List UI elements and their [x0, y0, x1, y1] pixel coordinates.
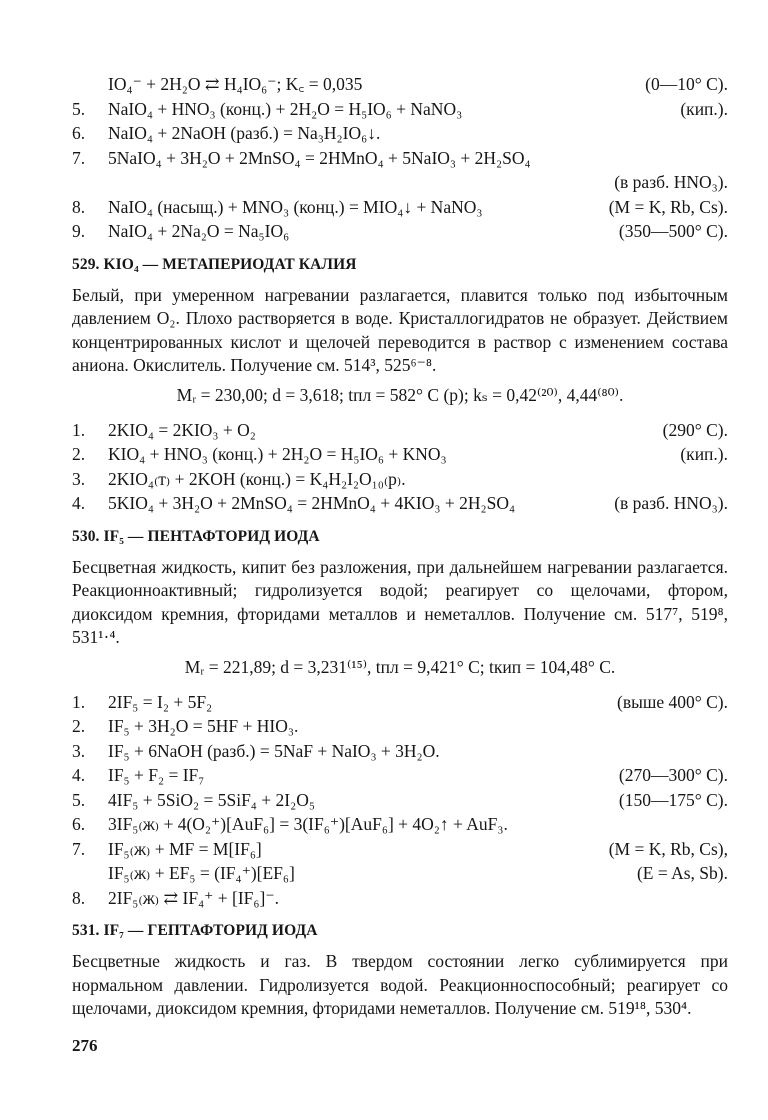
- equation-row: [72, 442, 728, 467]
- equation-row: [72, 97, 728, 122]
- equation-condition: (E = As, Sb).: [636, 863, 728, 883]
- equation-list-530: [72, 690, 728, 911]
- equation-condition: (M = K, Rb, Cs).: [608, 196, 728, 217]
- equation-number: 6.: [72, 814, 86, 834]
- equation-row: [72, 72, 728, 97]
- equation-text: 2IF₅₍ж₎ ⇄ IF₄⁺ + [IF₆]⁻.: [108, 887, 279, 908]
- equation-number: 4.: [72, 765, 86, 785]
- section-description-531: Бесцветные жидкость и газ. В твердом состоянии легко сублимируется при нормальном давлении. Гидролизуется водой. Реакционноспособный; реагирует со щелочами, диоксидом кремния, фторидами неметаллов. Получение см. 519¹⁸, 530⁴.: [72, 951, 728, 1018]
- equation-text: IF₅₍ж₎ + EF₅ = (IF₄⁺)[EF₆]: [108, 863, 295, 883]
- equation-row: [72, 763, 728, 788]
- section-properties-529: Mᵣ = 230,00; d = 3,618; tпл = 582° C (p); kₛ = 0,42⁽²⁰⁾, 4,44⁽⁸⁰⁾.: [176, 384, 624, 405]
- equation-number: 1.: [72, 691, 86, 712]
- equation-row: [72, 418, 728, 443]
- equation-list-529: [72, 418, 728, 516]
- equation-condition: (кип.).: [680, 98, 728, 119]
- section-heading-529: 529. KIO₄ — МЕТАПЕРИОДАТ КАЛИЯ: [72, 255, 357, 273]
- equation-condition: (в разб. HNO₃).: [614, 172, 728, 192]
- equation-condition: (270—300° C).: [618, 765, 728, 785]
- equation-text: 5KIO₄ + 3H₂O + 2MnSO₄ = 2HMnO₄ + 4KIO₃ + 2H₂SO₄: [108, 493, 516, 513]
- equation-number: 2.: [72, 444, 86, 464]
- equation-text: IO₄⁻ + 2H₂O ⇄ H₄IO₆⁻; K꜀ = 0,035: [108, 74, 363, 94]
- equation-condition: (M = K, Rb, Cs),: [608, 838, 728, 859]
- equation-number: 9.: [72, 221, 86, 241]
- equation-condition: (в разб. HNO₃).: [614, 493, 728, 513]
- equation-row: [72, 491, 728, 516]
- equation-text: 4IF₅ + 5SiO₂ = 5SiF₄ + 2I₂O₅: [108, 789, 315, 810]
- equation-text: 5NaIO₄ + 3H₂O + 2MnSO₄ = 2HMnO₄ + 5NaIO₃ + 2H₂SO₄: [108, 147, 531, 168]
- equation-number: 8.: [72, 887, 86, 908]
- equation-number: 2.: [72, 716, 86, 736]
- equation-number: 1.: [72, 419, 86, 440]
- equation-text: 2KIO₄₍т₎ + 2KOH (конц.) = K₄H₂I₂O₁₀₍р₎.: [108, 468, 406, 489]
- equation-condition: (150—175° C).: [618, 789, 728, 810]
- equation-row: [72, 690, 728, 715]
- equation-row: [72, 714, 728, 739]
- equation-list-top: [72, 72, 728, 244]
- equation-row: [72, 219, 728, 244]
- equation-text: 2IF₅ = I₂ + 5F₂: [108, 691, 213, 712]
- section-description-530: Бесцветная жидкость, кипит без разложения, при дальнейшем нагревании разлагается. Реакционноактивный; гидролизуется водой; реагирует со щелочами, фтором, диоксидом кремния, фторидами металлов и неметаллов. Получение см. 517⁷, 519⁸, 531¹·⁴.: [72, 556, 728, 647]
- equation-row: [72, 146, 728, 171]
- equation-text: 2KIO₄ = 2KIO₃ + O₂: [108, 419, 256, 440]
- equation-number: 7.: [72, 838, 86, 859]
- equation-condition: (350—500° C).: [618, 221, 728, 241]
- equation-text: IF₅ + 6NaOH (разб.) = 5NaF + NaIO₃ + 3H₂O.: [108, 740, 440, 761]
- equation-number: 4.: [72, 493, 86, 513]
- equation-number: 7.: [72, 147, 86, 168]
- equation-condition: (кип.).: [680, 444, 728, 464]
- equation-condition: (выше 400° C).: [617, 691, 728, 712]
- equation-row: [72, 886, 728, 911]
- equation-condition: (290° C).: [662, 419, 728, 440]
- equation-row: [72, 739, 728, 764]
- equation-text: NaIO₄ + 2Na₂O = Na₅IO₆: [108, 221, 290, 241]
- section-description-529: Белый, при умеренном нагревании разлагается, плавится только под избыточным давлением O₂. Плохо растворяется в воде. Кристаллогидратов не образует. Действием концентрированных кислот и щелочей переводится в раствор с изменением состава аниона. Окислитель. Получение см. 514³, 525⁶⁻⁸.: [72, 284, 728, 375]
- equation-number: 3.: [72, 740, 86, 761]
- equation-number: 8.: [72, 196, 86, 217]
- equation-text: IF₅ + F₂ = IF₇: [108, 765, 205, 785]
- equation-number: 5.: [72, 98, 86, 119]
- equation-number: 3.: [72, 468, 86, 489]
- equation-text: KIO₄ + HNO₃ (конц.) + 2H₂O = H₅IO₆ + KNO₃: [108, 444, 447, 464]
- equation-text: IF₅₍ж₎ + MF = M[IF₆]: [108, 838, 262, 859]
- equation-condition: (0—10° C).: [645, 74, 728, 94]
- equation-text: 3IF₅₍ж₎ + 4(O₂⁺)[AuF₆] = 3(IF₆⁺)[AuF₆] + 4O₂↑ + AuF₃.: [108, 814, 508, 834]
- equation-text: IF₅ + 3H₂O = 5HF + HIO₃.: [108, 716, 299, 736]
- equation-text: NaIO₄ (насыщ.) + MNO₃ (конц.) = MIO₄↓ + NaNO₃: [108, 196, 483, 217]
- section-properties-530: Mᵣ = 221,89; d = 3,231⁽¹⁵⁾, tпл = 9,421° C; tкип = 104,48° C.: [184, 656, 616, 677]
- section-heading-530: 530. IF₅ — ПЕНТАФТОРИД ИОДА: [72, 527, 320, 545]
- equation-row: [72, 121, 728, 146]
- equation-row: [72, 195, 728, 220]
- section-heading-531: 531. IF₇ — ГЕПТАФТОРИД ИОДА: [72, 922, 318, 939]
- equation-text: NaIO₄ + HNO₃ (конц.) + 2H₂O = H₅IO₆ + NaNO₃: [108, 98, 463, 119]
- equation-row: [72, 837, 728, 862]
- equation-row: [72, 861, 728, 886]
- equation-row: [72, 788, 728, 813]
- equation-row: [72, 467, 728, 492]
- equation-number: 5.: [72, 789, 86, 810]
- equation-text: NaIO₄ + 2NaOH (разб.) = Na₃H₂IO₆↓.: [108, 123, 381, 143]
- equation-number: 6.: [72, 123, 86, 143]
- page-number: 276: [72, 1036, 98, 1055]
- equation-row: [72, 812, 728, 837]
- document-page: [72, 72, 728, 1025]
